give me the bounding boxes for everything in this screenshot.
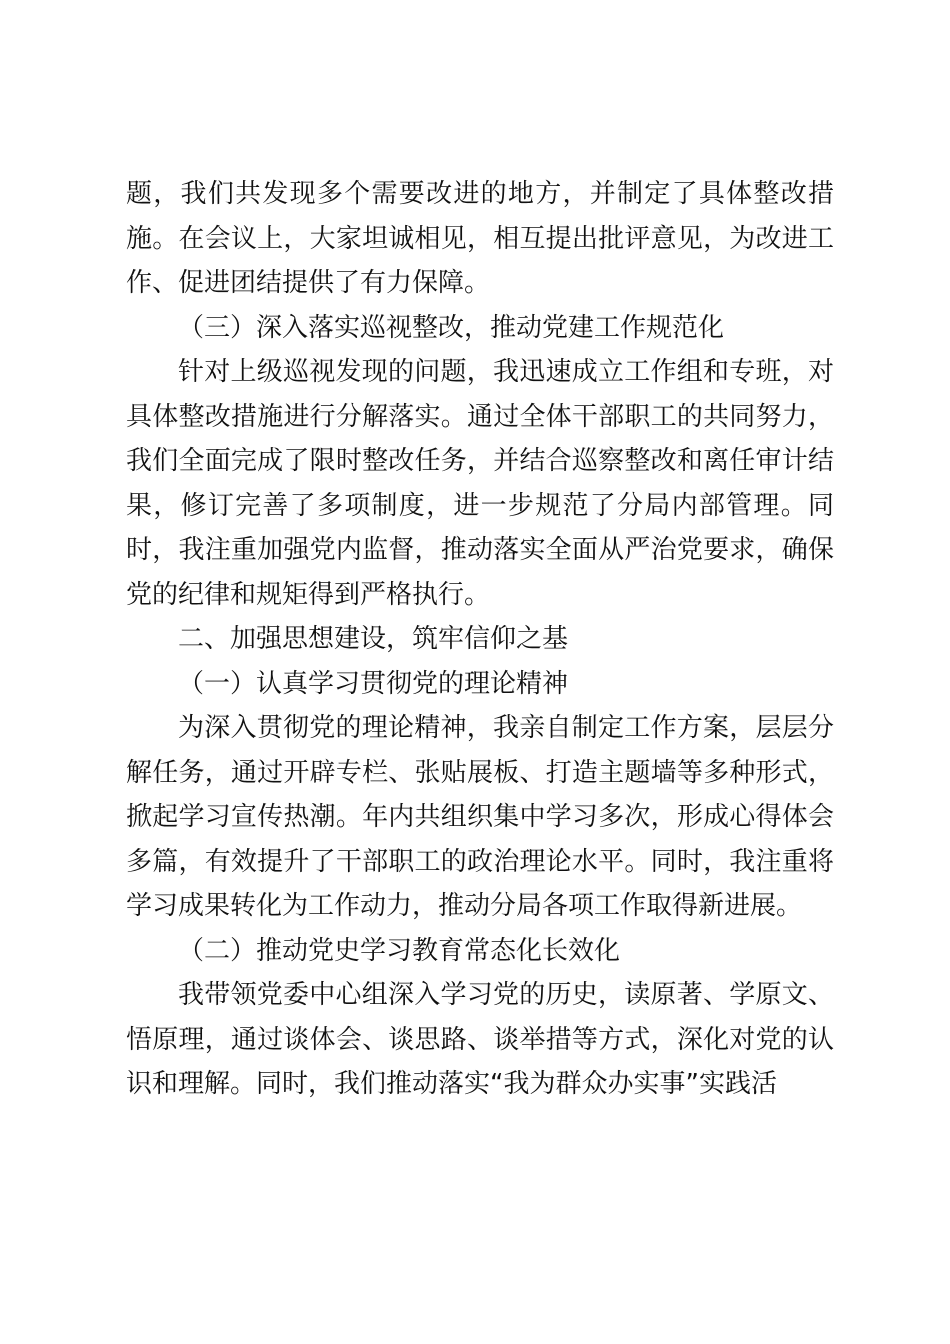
paragraph-inspection-rectification: 针对上级巡视发现的问题，我迅速成立工作组和专班，对具体整改措施进行分解落实。通过全体干部职工的共同努力，我们全面完成了限时整改任务，并结合巡察整改和离任审计结果，修订完善了多项制度，进一步规范了分局内部管理。同时，我注重加强党内监督，推动落实全面从严治党要求，确保党的纪律和规矩得到严格执行。 — [126, 357, 834, 610]
section-heading-2: （二）推动党史学习教育常态化长效化 — [178, 935, 621, 966]
section-heading-1: （一）认真学习贯彻党的理论精神 — [178, 668, 569, 699]
paragraph-theory-study: 为深入贯彻党的理论精神，我亲自制定工作方案，层层分解任务，通过开辟专栏、张贴展板、打造主题墙等多种形式，掀起学习宣传热潮。年内共组织集中学习多次，形成心得体会多篇，有效提升了干部职工的政治理论水平。同时，我注重将学习成果转化为工作动力，推动分局各项工作取得新进展。 — [126, 713, 834, 921]
paragraph-party-history: 我带领党委中心组深入学习党的历史，读原著、学原文、悟原理，通过谈体会、谈思路、谈举措等方式，深化对党的认识和理解。同时，我们推动落实“我为群众办实事”实践活 — [126, 980, 834, 1099]
document-page — [126, 172, 834, 1107]
section-heading-3: （三）深入落实巡视整改，推动党建工作规范化 — [178, 312, 725, 343]
chapter-heading-2: 二、加强思想建设，筑牢信仰之基 — [178, 624, 569, 654]
paragraph-continuation: 题，我们共发现多个需要改进的地方，并制定了具体整改措施。在会议上，大家坦诚相见，相互提出批评意见，为改进工作、促进团结提供了有力保障。 — [126, 179, 834, 298]
